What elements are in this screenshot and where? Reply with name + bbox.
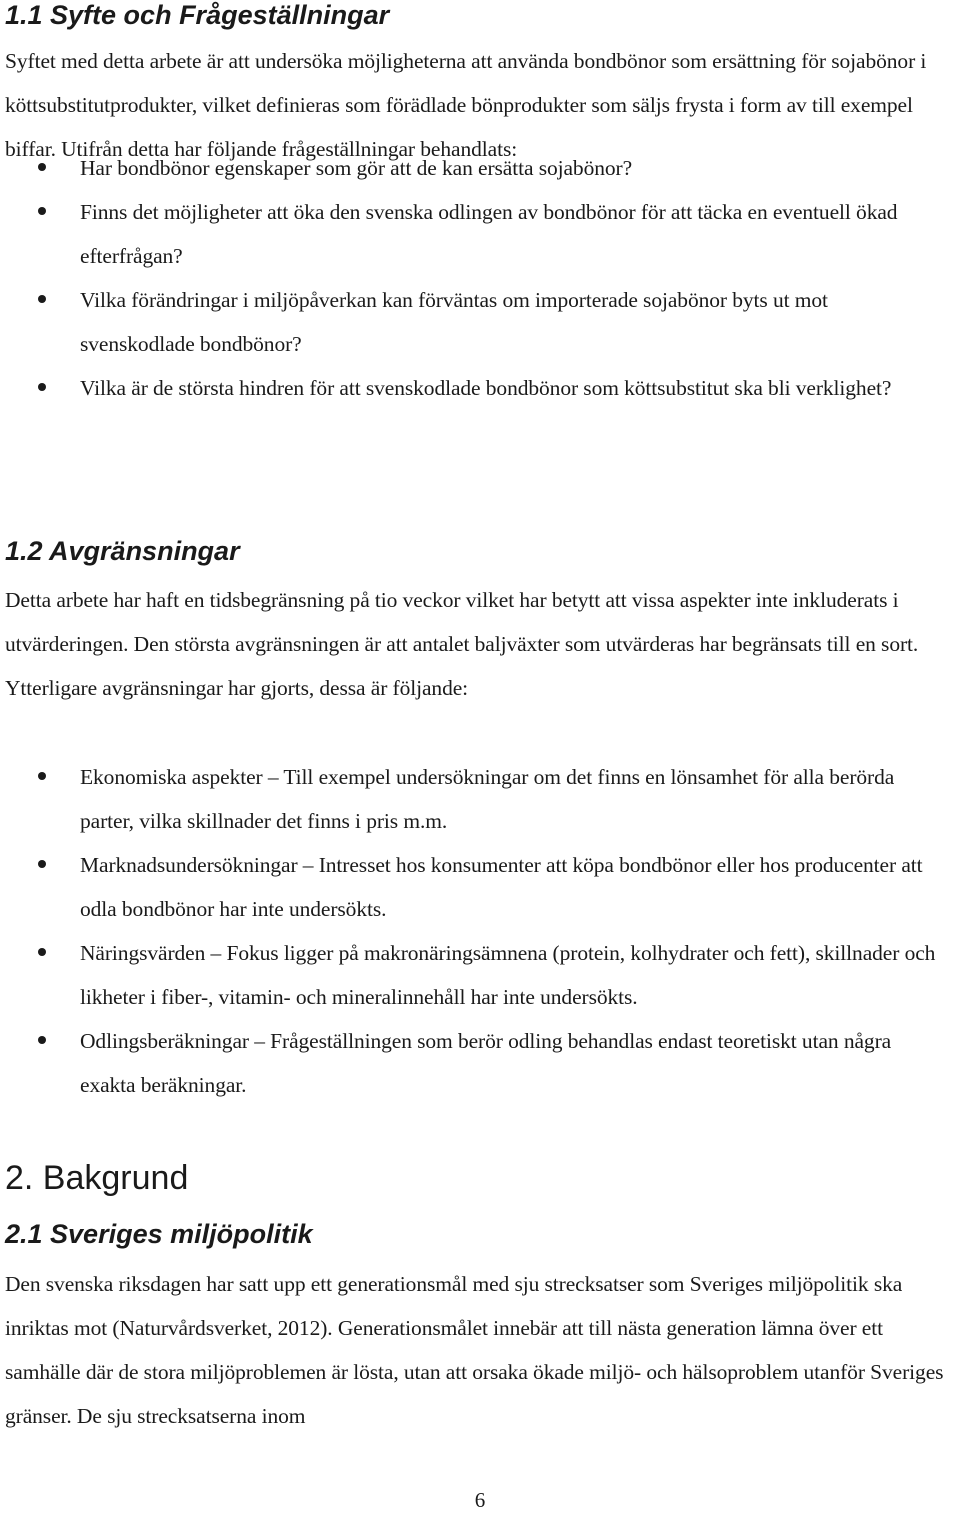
section-heading-avgransningar: 1.2 Avgränsningar [5,536,240,566]
bullet-icon [38,772,46,780]
bullet-icon [38,860,46,868]
question-list [0,146,960,410]
list-item: Odlingsberäkningar – Frågeställningen som berör odling behandlas endast teoretiskt utan några exakta beräkningar. [0,1019,960,1107]
section-heading-miljopolitik: 2.1 Sveriges miljöpolitik [5,1219,313,1249]
bullet-icon [38,948,46,956]
section-heading-syfte: 1.1 Syfte och Frågeställningar [5,0,390,30]
page-number: 6 [474,1488,486,1512]
list-item: Ekonomiska aspekter – Till exempel undersökningar om det finns en lönsamhet för alla berörda parter, vilka skillnader det finns i pris m.m. [0,755,960,843]
list-item: Finns det möjligheter att öka den svenska odlingen av bondbönor för att täcka en eventuell ökad efterfrågan? [0,190,960,278]
bullet-icon [38,383,46,391]
bullet-icon [38,1036,46,1044]
bullet-icon [38,163,46,171]
bullet-icon [38,207,46,215]
list-item: Näringsvärden – Fokus ligger på makronäringsämnena (protein, kolhydrater och fett), skillnader och likheter i fiber-, vitamin- och mineralinnehåll har inte undersökts. [0,931,960,1019]
list-item: Har bondbönor egenskaper som gör att de kan ersätta sojabönor? [0,146,960,190]
section-paragraph-avgransningar: Detta arbete har haft en tidsbegränsning på tio veckor vilket har betytt att vissa aspekter inte inkluderats i utvärderingen. Den största avgränsningen är att antalet baljväxter som utvärderas har begränsats till en sort. Ytterligare avgränsningar har gjorts, dessa är följande: [5,588,919,700]
chapter-heading-bakgrund: 2. Bakgrund [5,1159,189,1197]
bullet-icon [38,295,46,303]
limitation-list [0,755,960,1107]
list-item: Vilka förändringar i miljöpåverkan kan förväntas om importerade sojabönor byts ut mot svenskodlade bondbönor? [0,278,960,366]
section-paragraph-syfte: Syftet med detta arbete är att undersöka möjligheterna att använda bondbönor som ersättning för sojabönor i köttsubstitutprodukter, vilket definieras som förädlade bönprodukter som säljs frysta i form av till exempel biffar. Utifrån detta har följande frågeställningar behandlats: [5,49,927,161]
list-item: Marknadsundersökningar – Intresset hos konsumenter att köpa bondbönor eller hos producenter att odla bondbönor har inte undersökts. [0,843,960,931]
section-paragraph-miljopolitik: Den svenska riksdagen har satt upp ett generationsmål med sju strecksatser som Sveriges miljöpolitik ska inriktas mot (Naturvårdsverket, 2012). Generationsmålet innebär att till nästa generation lämna över ett samhälle där de stora miljöproblemen är lösta, utan att orsaka ökade miljö- och hälsoproblem utanför Sveriges gränser. De sju strecksatserna inom [5,1272,944,1428]
list-item: Vilka är de största hindren för att svenskodlade bondbönor som köttsubstitut ska bli verklighet? [0,366,960,410]
